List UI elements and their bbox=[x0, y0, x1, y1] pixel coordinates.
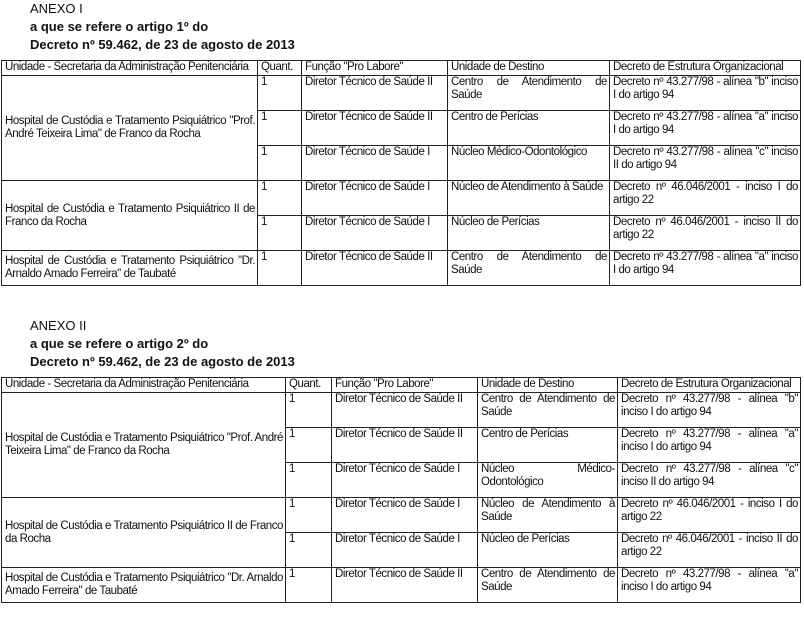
decree-cell: Decreto nº 43.277/98 - alínea "c" inciso II do artigo 94 bbox=[618, 463, 801, 498]
decree-cell: Decreto nº 43.277/98 - alínea "c" inciso II do artigo 94 bbox=[610, 146, 801, 181]
destination-cell: Núcleo de Atendimento à Saúde bbox=[478, 498, 618, 533]
function-cell: Diretor Técnico de Saúde I bbox=[302, 216, 448, 251]
decree-cell: Decreto nº 43.277/98 - alínea "a" inciso I do artigo 94 bbox=[618, 428, 801, 463]
function-cell: Diretor Técnico de Saúde II bbox=[302, 76, 448, 111]
column-header-quant: Quant. bbox=[286, 378, 332, 393]
column-header-unit: Unidade - Secretaria da Administração Penitenciária bbox=[2, 61, 258, 76]
annex-subtitle-line1: a que se refere o artigo 2º do bbox=[30, 336, 209, 351]
function-cell: Diretor Técnico de Saúde I bbox=[302, 181, 448, 216]
destination-cell: Centro de Atendimento de Saúde bbox=[448, 251, 610, 286]
table-row bbox=[2, 393, 801, 428]
table-row bbox=[2, 76, 801, 111]
quant-cell: 1 bbox=[286, 428, 332, 463]
destination-cell: Centro de Perícias bbox=[478, 428, 618, 463]
decree-cell: Decreto nº 43.277/98 - alínea "a" inciso I do artigo 94 bbox=[618, 568, 801, 603]
destination-cell: Centro de Atendimento de Saúde bbox=[478, 568, 618, 603]
destination-cell: Centro de Atendimento de Saúde bbox=[448, 76, 610, 111]
table-header-row bbox=[2, 61, 801, 76]
decree-cell: Decreto nº 43.277/98 - alínea "a" inciso I do artigo 94 bbox=[610, 111, 801, 146]
function-cell: Diretor Técnico de Saúde II bbox=[332, 568, 478, 603]
unit-cell: Hospital de Custódia e Tratamento Psiquiátrico II de Franco da Rocha bbox=[2, 498, 286, 568]
table-row bbox=[2, 251, 801, 286]
decree-cell: Decreto nº 43.277/98 - alínea "b" inciso I do artigo 94 bbox=[610, 76, 801, 111]
function-cell: Diretor Técnico de Saúde II bbox=[332, 393, 478, 428]
destination-cell: Núcleo de Perícias bbox=[478, 533, 618, 568]
quant-cell: 1 bbox=[258, 76, 302, 111]
table-header-row bbox=[2, 378, 801, 393]
decree-cell: Decreto nº 43.277/98 - alínea "b" inciso I do artigo 94 bbox=[618, 393, 801, 428]
annex-subtitle-line2: Decreto nº 59.462, de 23 de agosto de 2013 bbox=[30, 354, 295, 369]
destination-cell: Núcleo de Atendimento à Saúde bbox=[448, 181, 610, 216]
annex-table bbox=[1, 377, 801, 603]
function-cell: Diretor Técnico de Saúde II bbox=[302, 111, 448, 146]
annex-subtitle-line1: a que se refere o artigo 1º do bbox=[30, 19, 209, 34]
table-row bbox=[2, 181, 801, 216]
decree-cell: Decreto nº 43.277/98 - alínea "a" inciso I do artigo 94 bbox=[610, 251, 801, 286]
table-row bbox=[2, 498, 801, 533]
unit-cell: Hospital de Custódia e Tratamento Psiquiátrico II de Franco da Rocha bbox=[2, 181, 258, 251]
decree-cell: Decreto nº 46.046/2001 - inciso I do artigo 22 bbox=[618, 498, 801, 533]
destination-cell: Núcleo Médico-Odontológico bbox=[448, 146, 610, 181]
quant-cell: 1 bbox=[286, 463, 332, 498]
function-cell: Diretor Técnico de Saúde I bbox=[332, 463, 478, 498]
unit-cell: Hospital de Custódia e Tratamento Psiquiátrico "Dr. Arnaldo Amado Ferreira" de Taubaté bbox=[2, 251, 258, 286]
quant-cell: 1 bbox=[258, 251, 302, 286]
unit-cell: Hospital de Custódia e Tratamento Psiquiátrico "Prof. André Teixeira Lima" de Franco da Rocha bbox=[2, 76, 258, 181]
decree-cell: Decreto nº 46.046/2001 - inciso II do artigo 22 bbox=[610, 216, 801, 251]
function-cell: Diretor Técnico de Saúde II bbox=[332, 428, 478, 463]
quant-cell: 1 bbox=[286, 533, 332, 568]
table-row bbox=[2, 568, 801, 603]
annex-title: ANEXO I bbox=[30, 1, 83, 16]
unit-cell: Hospital de Custódia e Tratamento Psiquiátrico "Dr. Arnaldo Amado Ferreira" de Taubaté bbox=[2, 568, 286, 603]
annex-table bbox=[1, 60, 801, 286]
column-header-destination: Unidade de Destino bbox=[478, 378, 618, 393]
column-header-function: Função "Pro Labore" bbox=[302, 61, 448, 76]
column-header-destination: Unidade de Destino bbox=[448, 61, 610, 76]
destination-cell: Núcleo de Perícias bbox=[448, 216, 610, 251]
function-cell: Diretor Técnico de Saúde II bbox=[302, 251, 448, 286]
quant-cell: 1 bbox=[258, 146, 302, 181]
unit-cell: Hospital de Custódia e Tratamento Psiquiátrico "Prof. André Teixeira Lima" de Franco da Rocha bbox=[2, 393, 286, 498]
column-header-quant: Quant. bbox=[258, 61, 302, 76]
quant-cell: 1 bbox=[286, 393, 332, 428]
quant-cell: 1 bbox=[286, 568, 332, 603]
destination-cell: Centro de Atendimento de Saúde bbox=[478, 393, 618, 428]
quant-cell: 1 bbox=[286, 498, 332, 533]
quant-cell: 1 bbox=[258, 216, 302, 251]
quant-cell: 1 bbox=[258, 111, 302, 146]
function-cell: Diretor Técnico de Saúde I bbox=[332, 498, 478, 533]
decree-cell: Decreto nº 46.046/2001 - inciso II do artigo 22 bbox=[618, 533, 801, 568]
destination-cell: Centro de Perícias bbox=[448, 111, 610, 146]
destination-cell: Núcleo Médico-Odontológico bbox=[478, 463, 618, 498]
column-header-unit: Unidade - Secretaria da Administração Penitenciária bbox=[2, 378, 286, 393]
annex-title: ANEXO II bbox=[30, 318, 87, 333]
function-cell: Diretor Técnico de Saúde I bbox=[302, 146, 448, 181]
column-header-decree: Decreto de Estrutura Organizacional bbox=[610, 61, 801, 76]
decree-cell: Decreto nº 46.046/2001 - inciso I do artigo 22 bbox=[610, 181, 801, 216]
column-header-function: Função "Pro Labore" bbox=[332, 378, 478, 393]
function-cell: Diretor Técnico de Saúde I bbox=[332, 533, 478, 568]
column-header-decree: Decreto de Estrutura Organizacional bbox=[618, 378, 801, 393]
quant-cell: 1 bbox=[258, 181, 302, 216]
annex-subtitle-line2: Decreto nº 59.462, de 23 de agosto de 2013 bbox=[30, 37, 295, 52]
